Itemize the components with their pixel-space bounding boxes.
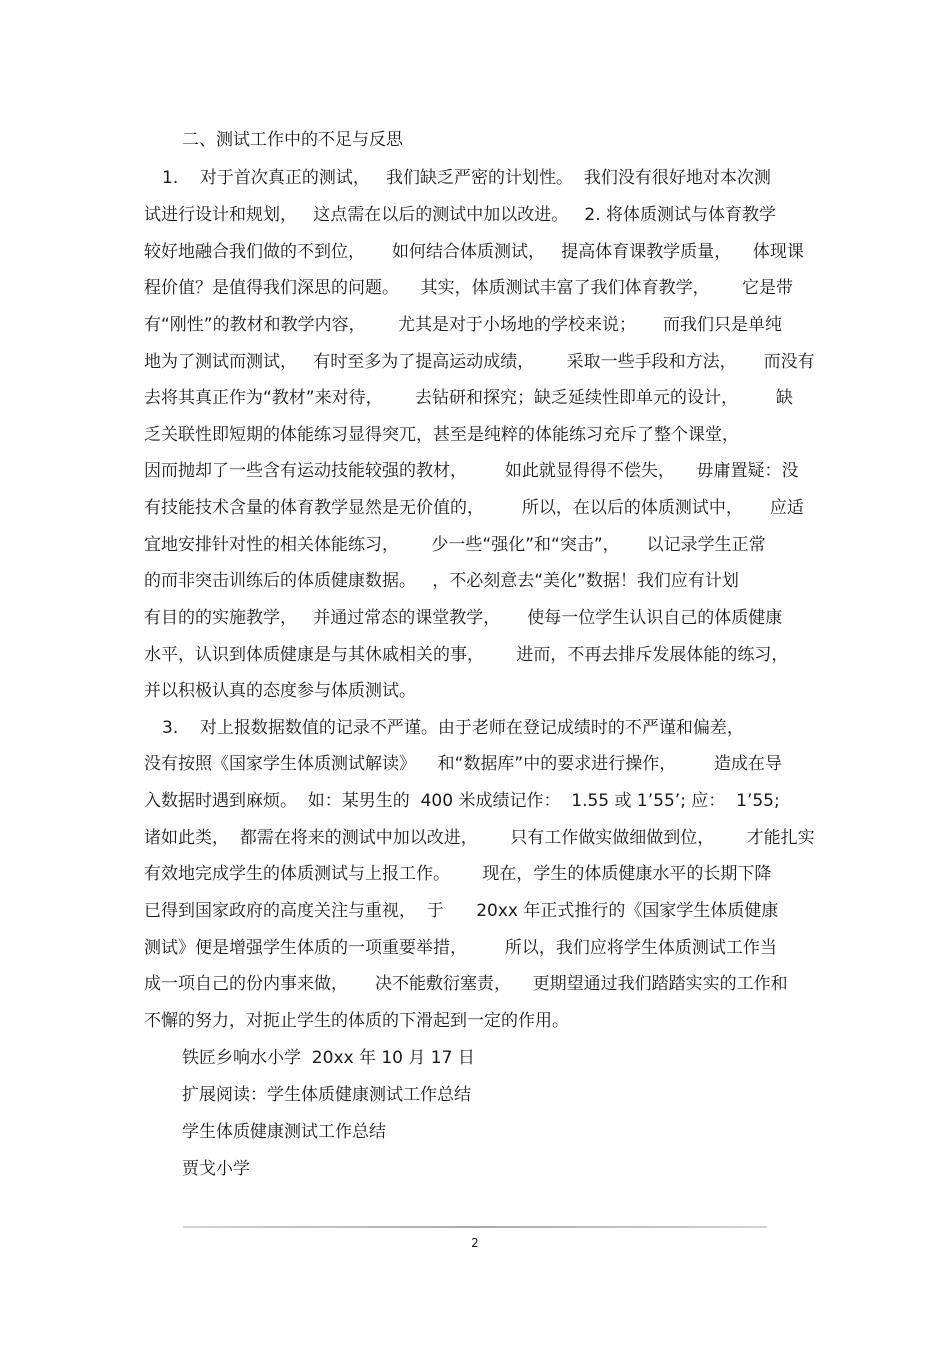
paragraph-line: 没有按照《国家学生体质测试解读》 和“数据库”中的要求进行操作， 造成在导 bbox=[144, 754, 783, 774]
paragraph-line: 因而抛却了一些含有运动技能较强的教材， 如此就显得得不偿失， 毋庸置疑：没 bbox=[144, 461, 799, 481]
paragraph-line: 有技能技术含量的体育教学显然是无价值的， 所以，在以后的体质测试中， 应适 bbox=[144, 498, 804, 518]
paragraph-line: 诸如此类， 都需在将来的测试中加以改进， 只有工作做实做细做到位， 才能扎实 bbox=[144, 828, 815, 848]
paragraph-line: 水平，认识到体质健康是与其休戚相关的事， 进而，不再去排斥发展体能的练习， bbox=[144, 645, 789, 665]
school-name: 贾戈小学 bbox=[182, 1159, 250, 1179]
paragraph-line: 不懈的努力，对扼止学生的体质的下滑起到一定的作用。 bbox=[144, 1011, 569, 1031]
paragraph-line: 有目的的实施教学， 并通过常态的课堂教学， 使每一位学生认识自己的体质健康 bbox=[144, 608, 783, 628]
section-heading: 二、测试工作中的不足与反思 bbox=[182, 130, 403, 150]
footer-divider bbox=[183, 1226, 767, 1228]
paragraph-line: 乏关联性即短期的体能练习显得突兀，甚至是纯粹的体能练习充斥了整个课堂， bbox=[144, 425, 739, 445]
paragraph-line: 测试》便是增强学生体质的一项重要举措， 所以，我们应将学生体质测试工作当 bbox=[144, 938, 777, 958]
paragraph-line: 的而非突击训练后的体质健康数据。 ，不必刻意去“美化”数据！我们应有计划 bbox=[144, 571, 739, 591]
page-number: 2 bbox=[471, 1236, 479, 1250]
paragraph-line: 有“刚性”的教材和教学内容， 尤其是对于小场地的学校来说； 而我们只是单纯 bbox=[144, 315, 783, 335]
signature-line: 铁匠乡响水小学 20xx 年 10 月 17 日 bbox=[182, 1048, 475, 1068]
paragraph-line: 较好地融合我们做的不到位， 如何结合体质测试， 提高体育课教学质量， 体现课 bbox=[144, 242, 804, 262]
paragraph-line: 地为了测试而测试， 有时至多为了提高运动成绩， 采取一些手段和方法， 而没有 bbox=[144, 352, 815, 372]
paragraph-line: 入数据时遇到麻烦。 如：某男生的 400 米成绩记作： 1.55 或 1’55’; 应： 1’55; bbox=[144, 791, 780, 811]
paragraph-line: 并以积极认真的态度参与体质测试。 bbox=[144, 681, 416, 701]
paragraph-line: 去将其真正作为“教材”来对待， 去钻研和探究；缺乏延续性即单元的设计， 缺 bbox=[144, 388, 793, 408]
paragraph-line: 试进行设计和规划， 这点需在以后的测试中加以改进。 2. 将体质测试与体育教学 bbox=[144, 205, 777, 225]
paragraph-line: 有效地完成学生的体质测试与上报工作。 现在，学生的体质健康水平的长期下降 bbox=[144, 864, 772, 884]
paragraph-line: 宜地安排针对性的相关体能练习， 少一些“强化”和“突击”， 以记录学生正常 bbox=[144, 535, 766, 555]
extended-reading-label: 扩展阅读：学生体质健康测试工作总结 bbox=[182, 1085, 471, 1105]
paragraph-line: 1. 对于首次真正的测试， 我们缺乏严密的计划性。 我们没有很好地对本次测 bbox=[162, 168, 771, 188]
paragraph-line: 已得到国家政府的高度关注与重视， 于 20xx 年正式推行的《国家学生体质健康 bbox=[144, 901, 779, 921]
next-article-title: 学生体质健康测试工作总结 bbox=[182, 1122, 386, 1142]
paragraph-line: 成一项自己的份内事来做， 决不能敷衍塞责， 更期望通过我们踏踏实实的工作和 bbox=[144, 974, 788, 994]
paragraph-line: 程价值？是值得我们深思的问题。 其实，体质测试丰富了我们体育教学， 它是带 bbox=[144, 278, 794, 298]
paragraph-line: 3. 对上报数据数值的记录不严谨。由于老师在登记成绩时的不严谨和偏差， bbox=[162, 718, 744, 738]
